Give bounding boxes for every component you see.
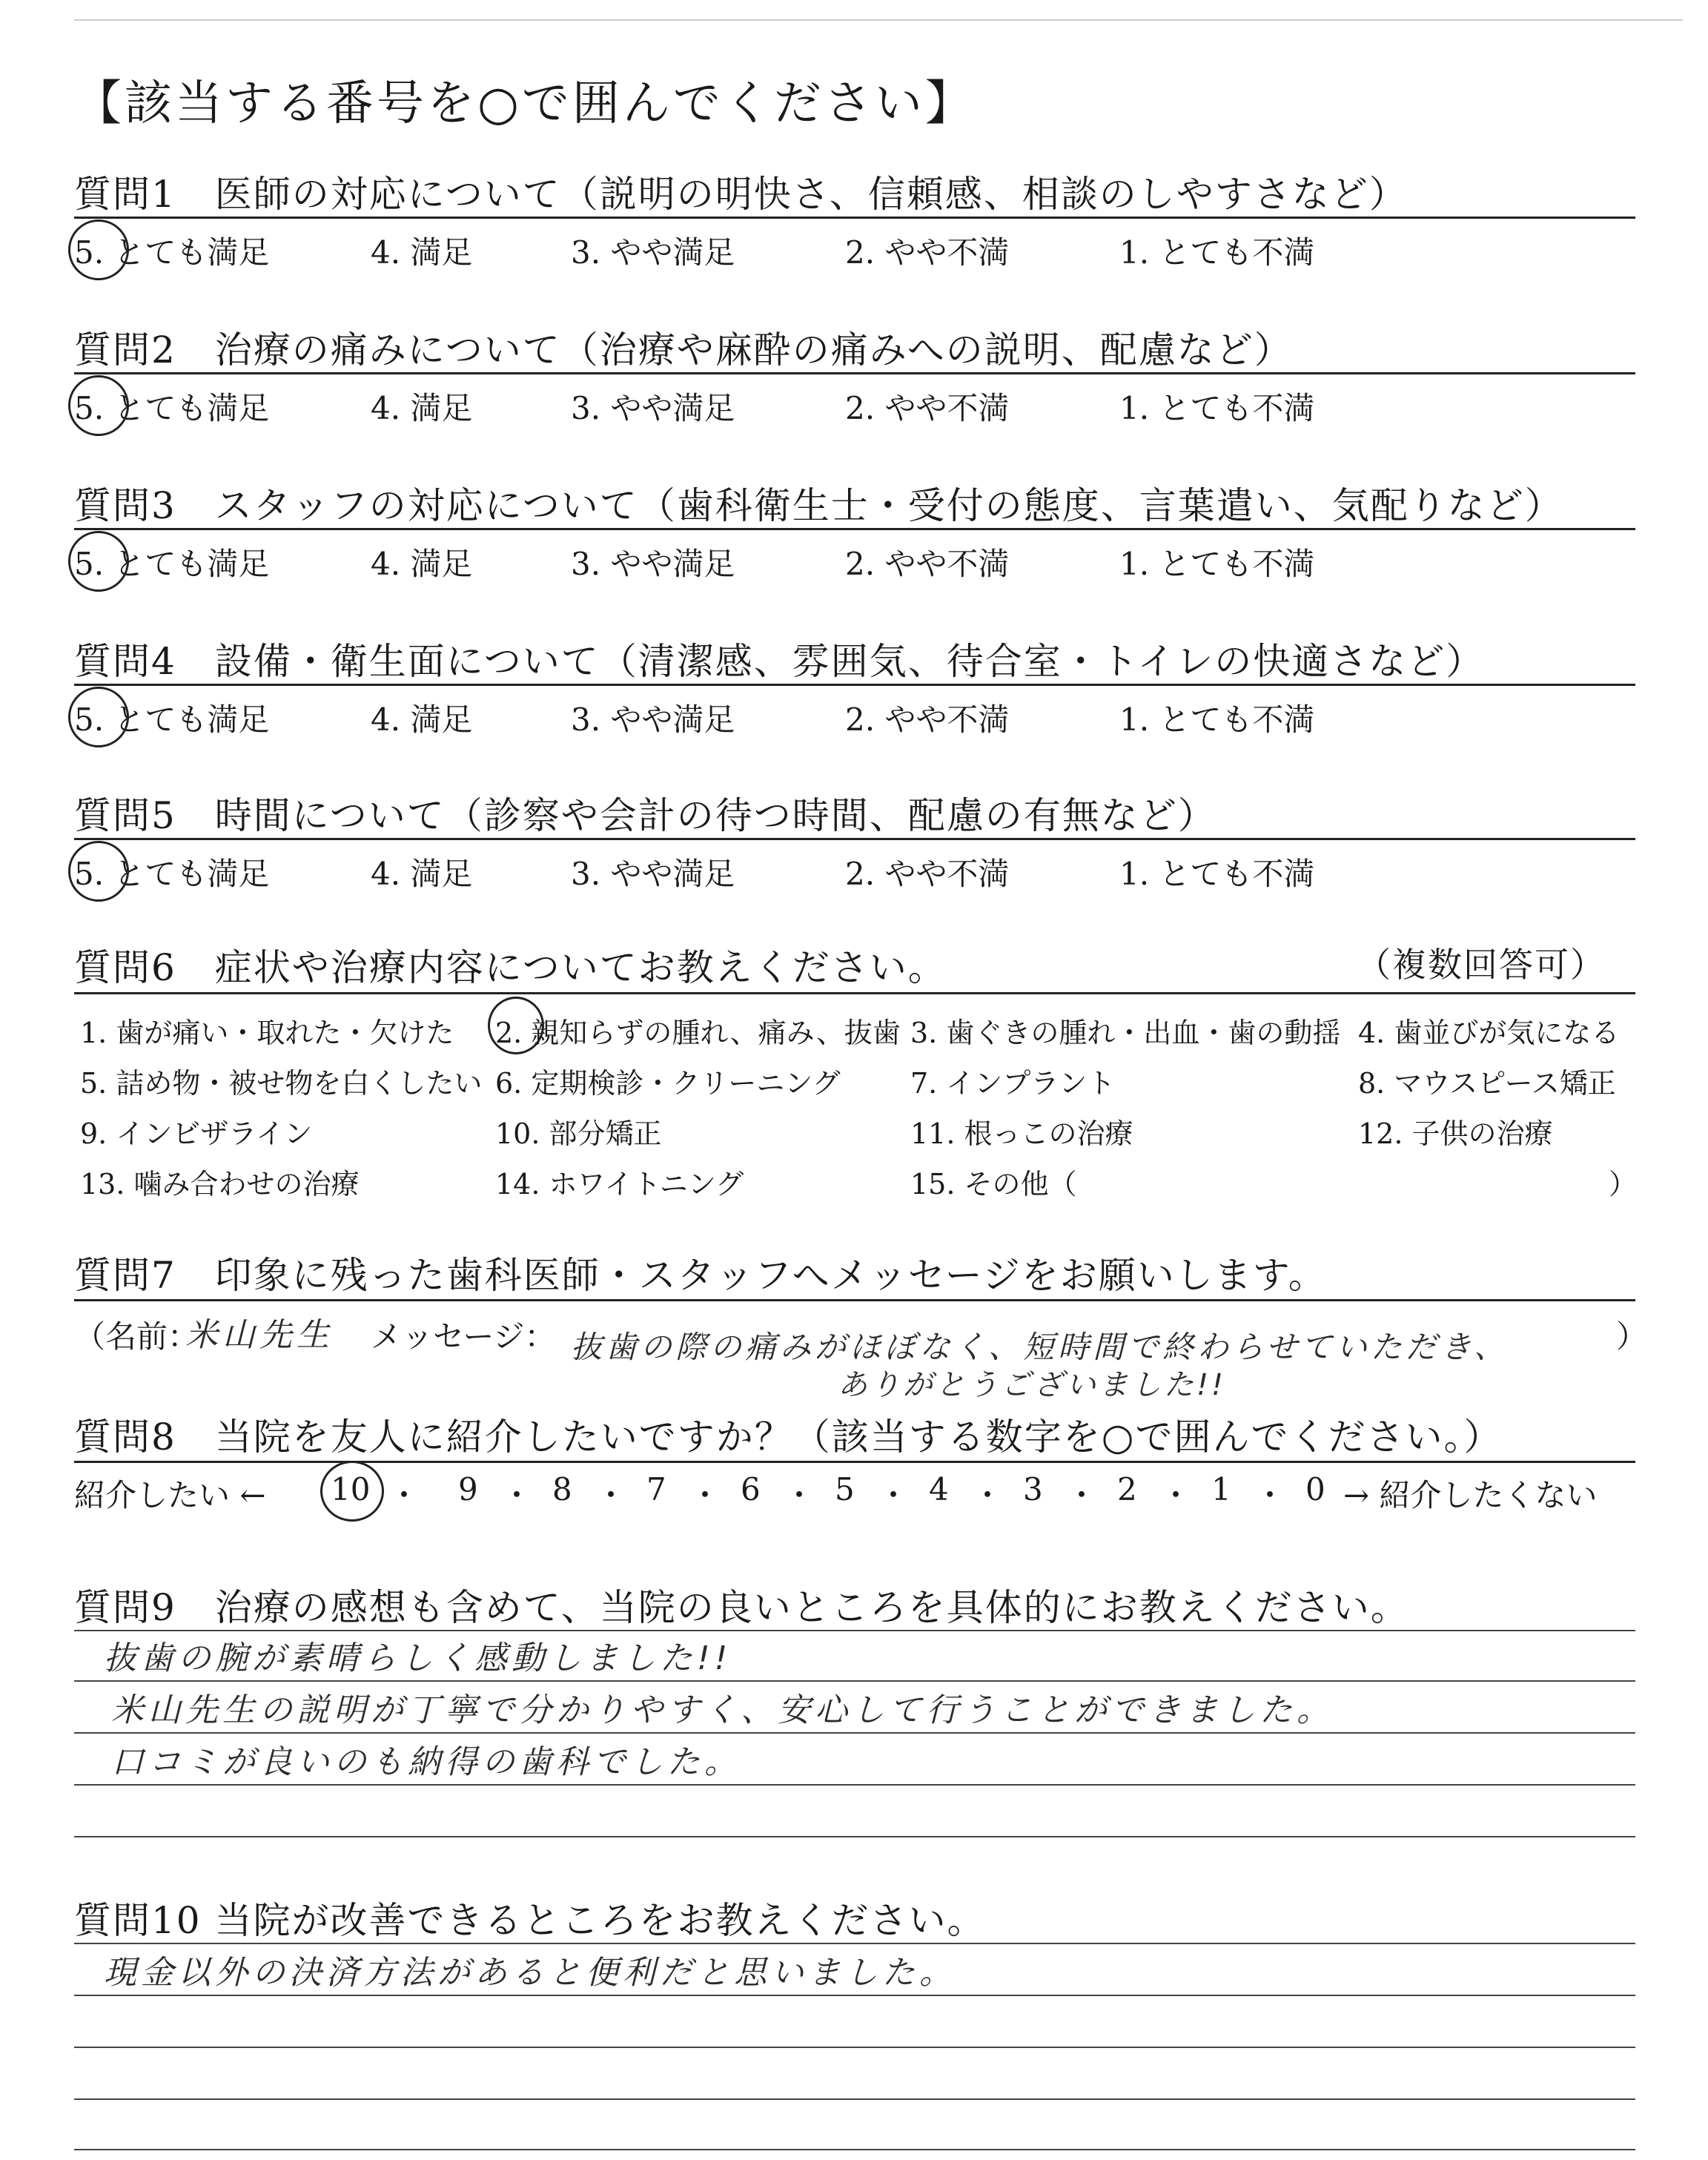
q10-answer-1[interactable]: 現金以外の決済方法があると便利だと思いました。: [104, 1954, 956, 1992]
q1-option-4[interactable]: 4. 満足: [371, 234, 473, 271]
q8-scale-8[interactable]: 8: [552, 1471, 572, 1507]
q8-scale-separator: ・: [388, 1477, 420, 1513]
q6-option-8[interactable]: 8. マウスピース矯正: [1358, 1067, 1616, 1100]
q6-multiple-note: （複数回答可）: [1357, 945, 1606, 985]
q8-scale-separator: ・: [972, 1477, 1004, 1513]
q5-option-1[interactable]: 1. とても不満: [1119, 856, 1315, 892]
q1-option-1[interactable]: 1. とても不満: [1119, 234, 1315, 271]
q5-option-3[interactable]: 3. やや満足: [571, 856, 735, 892]
q6-option-2[interactable]: 2. 親知らずの腫れ、痛み、抜歯: [495, 1017, 901, 1049]
q9-answer-1[interactable]: 抜歯の腕が素晴らしく感動しました!!: [104, 1639, 732, 1677]
q6-option-9[interactable]: 9. インビザライン: [80, 1117, 313, 1150]
q1-option-2[interactable]: 2. やや不満: [845, 234, 1010, 271]
q6-option-12[interactable]: 12. 子供の治療: [1358, 1117, 1553, 1150]
q6-option-4[interactable]: 4. 歯並びが気になる: [1358, 1017, 1620, 1049]
q3-rule: [74, 528, 1635, 530]
q6-option-14[interactable]: 14. ホワイトニング: [495, 1168, 744, 1200]
q2-rule: [74, 372, 1635, 374]
q3-option-3[interactable]: 3. やや満足: [571, 546, 735, 582]
q7-message-line-1[interactable]: 抜歯の際の痛みがほぼなく、短時間で終わらせていただき、: [571, 1329, 1509, 1365]
q1-option-5[interactable]: 5. とても満足: [74, 234, 270, 271]
q9-answer-2[interactable]: 米山先生の説明が丁寧で分かりやすく、安心して行うことができました。: [111, 1691, 1334, 1729]
q4-option-5[interactable]: 5. とても満足: [74, 701, 270, 738]
q8-left-label: 紹介したい ←: [74, 1477, 266, 1513]
q8-scale-separator: ・: [1254, 1477, 1286, 1513]
q5-option-2[interactable]: 2. やや不満: [845, 856, 1010, 892]
q7-message-label: メッセージ：: [371, 1318, 556, 1355]
q3-selection-circle: [68, 531, 129, 592]
q9-answer-3[interactable]: 口コミが良いのも納得の歯科でした。: [111, 1743, 741, 1781]
q2-option-1[interactable]: 1. とても不満: [1119, 390, 1315, 426]
q4-selection-circle: [68, 687, 129, 747]
q5-rule: [74, 838, 1635, 840]
q8-scale-10[interactable]: 10: [331, 1471, 371, 1507]
q6-selection-circle: [488, 997, 544, 1054]
q2-option-5[interactable]: 5. とても満足: [74, 390, 270, 426]
q6-option-5[interactable]: 5. 詰め物・被せ物を白くしたい: [80, 1067, 483, 1100]
q3-option-4[interactable]: 4. 満足: [371, 546, 473, 582]
q6-option-11[interactable]: 11. 根っこの治療: [910, 1117, 1133, 1150]
q6-option-13[interactable]: 13. 噛み合わせの治療: [80, 1168, 360, 1200]
q7-close-paren: ）: [1616, 1318, 1648, 1355]
q2-option-4[interactable]: 4. 満足: [371, 390, 473, 426]
q7-title: 質問7 印象に残った歯科医師・スタッフへメッセージをお願いします。: [74, 1254, 1327, 1297]
q10-rule-1: [74, 1943, 1635, 1944]
q7-message-line-2[interactable]: ありがとうございました!!: [838, 1368, 1227, 1402]
q4-rule: [74, 684, 1635, 686]
q4-option-1[interactable]: 1. とても不満: [1119, 701, 1315, 738]
q10-title: 質問10 当院が改善できるところをお教えください。: [74, 1899, 986, 1942]
q9-rule-3: [74, 1732, 1635, 1734]
q6-option-15[interactable]: 15. その他（: [910, 1168, 1077, 1200]
q8-title: 質問8 当院を友人に紹介したいですか？（該当する数字を○で囲んでください。）: [74, 1416, 1503, 1459]
q8-scale-separator: ・: [1066, 1477, 1098, 1513]
q2-option-3[interactable]: 3. やや満足: [571, 390, 735, 426]
q10-rule-5: [74, 2149, 1635, 2150]
q5-title: 質問5 時間について（診察や会計の待つ時間、配慮の有無など）: [74, 794, 1217, 837]
q8-scale-4[interactable]: 4: [929, 1471, 949, 1507]
page-top-edge: [74, 19, 1683, 21]
q4-option-2[interactable]: 2. やや不満: [845, 701, 1010, 738]
q5-selection-circle: [68, 841, 129, 902]
q3-option-2[interactable]: 2. やや不満: [845, 546, 1010, 582]
q9-title: 質問9 治療の感想も含めて、当院の良いところを具体的にお教えください。: [74, 1586, 1409, 1629]
q8-scale-separator: ・: [501, 1477, 533, 1513]
q3-title: 質問3 スタッフの対応について（歯科衛生士・受付の態度、言葉遣い、気配りなど）: [74, 484, 1563, 527]
q2-option-2[interactable]: 2. やや不満: [845, 390, 1010, 426]
form-header: 【該当する番号を○で囲んでください】: [74, 76, 976, 131]
q8-scale-6[interactable]: 6: [741, 1471, 761, 1507]
q6-rule: [74, 992, 1635, 994]
q9-rule-2: [74, 1680, 1635, 1682]
q6-other-close-paren: ）: [1609, 1168, 1638, 1200]
q1-title: 質問1 医師の対応について（説明の明快さ、信頼感、相談のしやすさなど）: [74, 173, 1408, 216]
q6-option-7[interactable]: 7. インプラント: [910, 1067, 1116, 1100]
q9-rule-5: [74, 1836, 1635, 1837]
q8-rule: [74, 1461, 1635, 1463]
q8-scale-separator: ・: [878, 1477, 910, 1513]
q5-option-5[interactable]: 5. とても満足: [74, 856, 270, 892]
q1-rule: [74, 217, 1635, 219]
q8-scale-separator: ・: [784, 1477, 815, 1513]
q2-selection-circle: [68, 375, 129, 436]
q8-scale-0[interactable]: 0: [1305, 1471, 1325, 1507]
q8-selection-circle: [320, 1461, 384, 1522]
q5-option-4[interactable]: 4. 満足: [371, 856, 473, 892]
q7-rule: [74, 1299, 1635, 1301]
q10-rule-4: [74, 2098, 1635, 2100]
q6-option-6[interactable]: 6. 定期検診・クリーニング: [495, 1067, 841, 1100]
q8-scale-3[interactable]: 3: [1023, 1471, 1043, 1507]
q10-rule-3: [74, 2047, 1635, 2048]
q6-title: 質問6 症状や治療内容についてお教えください。: [74, 946, 947, 989]
q8-scale-9[interactable]: 9: [458, 1471, 478, 1507]
q8-scale-7[interactable]: 7: [646, 1471, 666, 1507]
q4-option-3[interactable]: 3. やや満足: [571, 701, 735, 738]
q8-scale-2[interactable]: 2: [1117, 1471, 1137, 1507]
q6-option-1[interactable]: 1. 歯が痛い・取れた・欠けた: [80, 1017, 454, 1049]
q1-option-3[interactable]: 3. やや満足: [571, 234, 735, 271]
q8-scale-separator: ・: [595, 1477, 627, 1513]
q9-rule-4: [74, 1784, 1635, 1786]
q4-title: 質問4 設備・衛生面について（清潔感、雰囲気、待合室・トイレの快適さなど）: [74, 640, 1485, 683]
q7-name-label: （名前：: [74, 1318, 199, 1355]
q1-selection-circle: [68, 219, 129, 280]
q2-title: 質問2 治療の痛みについて（治療や麻酔の痛みへの説明、配慮など）: [74, 328, 1293, 371]
q6-option-3[interactable]: 3. 歯ぐきの腫れ・出血・歯の動揺: [910, 1017, 1341, 1049]
q8-scale-5[interactable]: 5: [835, 1471, 855, 1507]
q4-option-4[interactable]: 4. 満足: [371, 701, 473, 738]
q6-option-10[interactable]: 10. 部分矯正: [495, 1117, 662, 1150]
q8-scale-1[interactable]: 1: [1211, 1471, 1231, 1507]
q7-name-value[interactable]: 米山先生: [185, 1316, 334, 1354]
q8-scale-separator: ・: [689, 1477, 721, 1513]
q8-right-label: → 紹介したくない: [1343, 1477, 1598, 1513]
q8-scale-separator: ・: [1160, 1477, 1192, 1513]
q3-option-5[interactable]: 5. とても満足: [74, 546, 270, 582]
q3-option-1[interactable]: 1. とても不満: [1119, 546, 1315, 582]
q10-rule-2: [74, 1995, 1635, 1996]
